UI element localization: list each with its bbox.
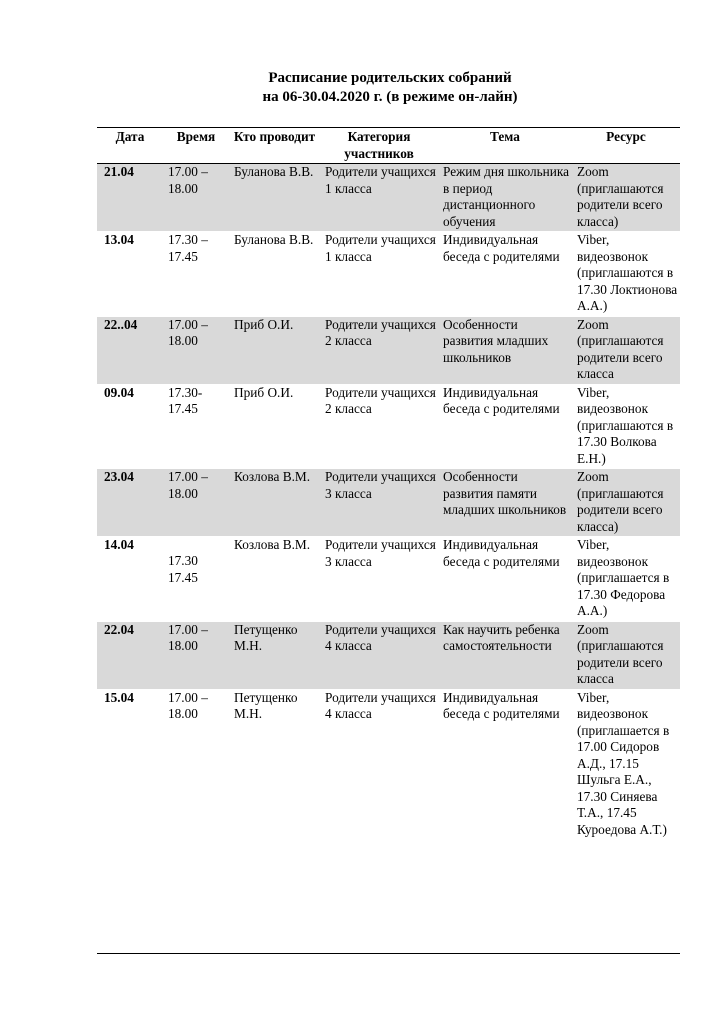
cell-resource: Zoom (приглашаются родители всего класса — [572, 621, 680, 689]
cell-resource: Viber, видеозвонок (приглашается в 17.30 Федорова А.А.) — [572, 537, 680, 622]
cell-time: 17.00 – 18.00 — [163, 469, 229, 537]
cell-time: 17.00 – 18.00 — [163, 621, 229, 689]
table-row — [97, 469, 680, 537]
table-row — [97, 537, 680, 622]
cell-resource: Viber, видеозвонок (приглашаются в 17.30 Локтионова А.А.) — [572, 232, 680, 317]
cell-host: Приб О.И. — [229, 316, 320, 384]
cell-resource: Zoom (приглашаются родители всего класса) — [572, 164, 680, 232]
page-title — [0, 69, 724, 107]
cell-date: 13.04 — [97, 232, 163, 317]
header-category: Категория участников — [344, 129, 414, 161]
cell-host: Козлова В.М. — [229, 469, 320, 537]
cell-topic: Индивидуальная беседа с родителями — [438, 384, 572, 469]
cell-host: Приб О.И. — [229, 384, 320, 469]
table-row — [97, 384, 680, 469]
table-header-row — [97, 128, 680, 164]
cell-time — [163, 537, 229, 622]
cell-category: Родители учащихся 3 класса — [320, 537, 438, 622]
header-topic: Тема — [490, 129, 520, 144]
title-line-2: на 06-30.04.2020 г. (в режиме он-лайн) — [262, 89, 518, 105]
schedule-table — [97, 127, 680, 840]
cell-date: 22..04 — [97, 316, 163, 384]
cell-date: 21.04 — [97, 164, 163, 232]
cell-category: Родители учащихся 2 класса — [320, 316, 438, 384]
header-time: Время — [176, 129, 216, 144]
header-date: Дата — [115, 129, 145, 144]
table-row — [97, 232, 680, 317]
table-row — [97, 689, 680, 840]
cell-time: 17.00 – 18.00 — [163, 316, 229, 384]
cell-topic: Особенности развития памяти младших школьников — [438, 469, 572, 537]
cell-host: Буланова В.В. — [229, 164, 320, 232]
title-line-1: Расписание родительских собраний — [268, 70, 512, 86]
cell-category: Родители учащихся 3 класса — [320, 469, 438, 537]
cell-date: 23.04 — [97, 469, 163, 537]
table-row — [97, 316, 680, 384]
cell-category: Родители учащихся 1 класса — [320, 164, 438, 232]
cell-category: Родители учащихся 2 класса — [320, 384, 438, 469]
cell-resource: Viber, видеозвонок (приглашается в 17.00 Сидоров А.Д., 17.15 Шульга Е.А., 17.30 Синяева Т.А., 17.45 Куроедова А.Т.) — [572, 689, 680, 840]
cell-topic: Индивидуальная беседа с родителями — [438, 537, 572, 622]
cell-time: 17.00 – 18.00 — [163, 689, 229, 840]
cell-resource: Viber, видеозвонок (приглашаются в 17.30 Волкова Е.Н.) — [572, 384, 680, 469]
cell-date: 15.04 — [97, 689, 163, 840]
table-row — [97, 621, 680, 689]
cell-topic: Режим дня школьника в период дистанционного обучения — [438, 164, 572, 232]
cell-date: 22.04 — [97, 621, 163, 689]
header-host: Кто проводит — [233, 129, 316, 144]
cell-host: Козлова В.М. — [229, 537, 320, 622]
cell-topic: Как научить ребенка самостоятельности — [438, 621, 572, 689]
header-resource: Ресурс — [606, 129, 646, 144]
cell-topic: Индивидуальная беседа с родителями — [438, 232, 572, 317]
cell-category: Родители учащихся 4 класса — [320, 689, 438, 840]
cell-time: 17.00 – 18.00 — [163, 164, 229, 232]
cell-time: 17.30 – 17.45 — [163, 232, 229, 317]
cell-date: 14.04 — [97, 537, 163, 622]
cell-date: 09.04 — [97, 384, 163, 469]
bottom-rule — [97, 953, 680, 954]
cell-category: Родители учащихся 4 класса — [320, 621, 438, 689]
cell-topic: Индивидуальная беседа с родителями — [438, 689, 572, 840]
cell-time: 17.30- 17.45 — [163, 384, 229, 469]
cell-topic: Особенности развития младших школьников — [438, 316, 572, 384]
cell-resource: Zoom (приглашаются родители всего класса) — [572, 469, 680, 537]
cell-host: Буланова В.В. — [229, 232, 320, 317]
cell-resource: Zoom (приглашаются родители всего класса — [572, 316, 680, 384]
cell-category: Родители учащихся 1 класса — [320, 232, 438, 317]
cell-host: Петущенко М.Н. — [229, 689, 320, 840]
cell-time-text: 17.30 17.45 — [168, 553, 198, 585]
cell-host: Петущенко М.Н. — [229, 621, 320, 689]
table-row — [97, 164, 680, 232]
